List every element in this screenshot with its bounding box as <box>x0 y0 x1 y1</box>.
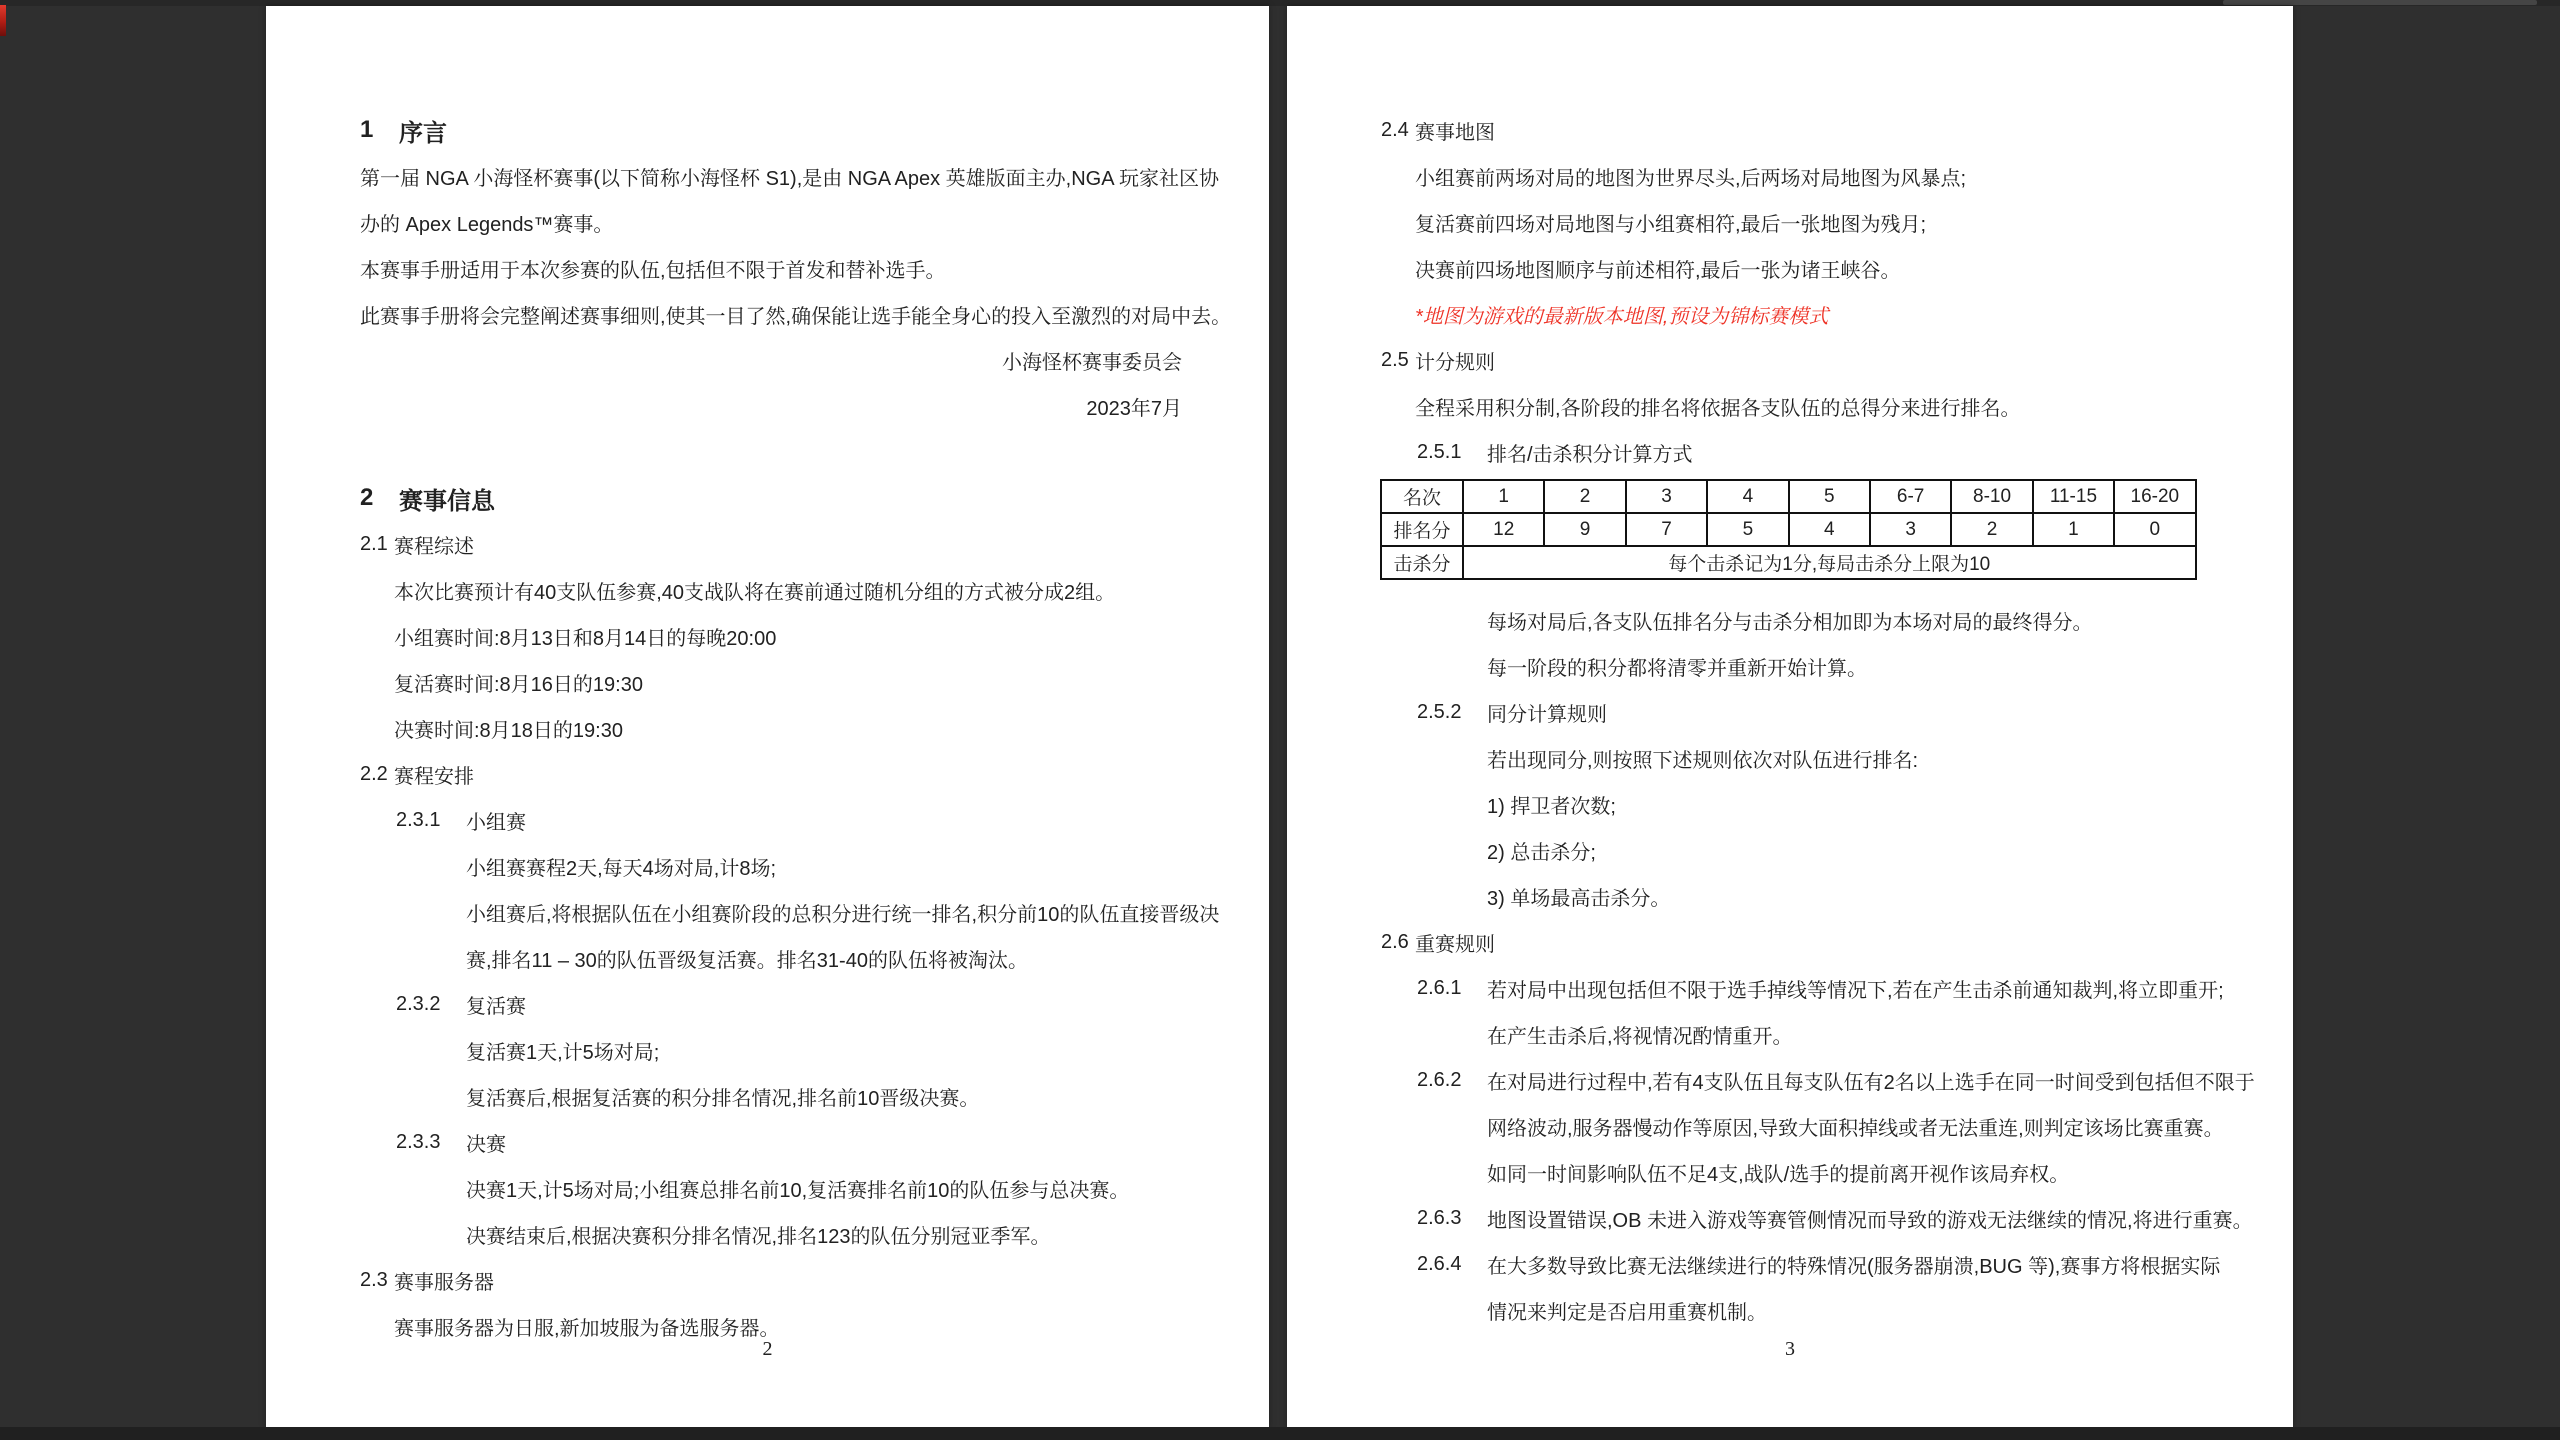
section-number: 2.5.2 <box>1417 700 1462 723</box>
heading-2-2 <box>266 751 1269 797</box>
text-line: 复活赛时间:8月16日的19:30 <box>394 673 643 696</box>
rule-2-6-1 <box>1287 965 2293 1011</box>
section-text: 赛程安排 <box>394 765 474 788</box>
text-line <box>266 429 1269 475</box>
section-number: 2.5.1 <box>1417 440 1462 463</box>
signature-date: 2023年7月 <box>1086 397 1182 420</box>
section-text: 同分计算规则 <box>1487 703 1607 726</box>
section-text: 重赛规则 <box>1415 933 1495 956</box>
section-number: 2.3 <box>360 1268 388 1291</box>
text-line: 赛,排名11 – 30的队伍晋级复活赛。排名31-40的队伍将被淘汰。 <box>466 949 1028 972</box>
section-number: 2.4 <box>1381 118 1409 141</box>
table-row <box>1381 546 2196 579</box>
text-line: 网络波动,服务器慢动作等原因,导致大面积掉线或者无法重连,则判定该场比赛重赛。 <box>1487 1117 2224 1140</box>
text-line: 情况来判定是否启用重赛机制。 <box>1487 1301 1767 1324</box>
heading-2-3-3 <box>266 1119 1269 1165</box>
page-3-content <box>1287 6 2293 1333</box>
rule-2-6-2 <box>1287 1057 2293 1103</box>
text-line: 每场对局后,各支队伍排名分与击杀分相加即为本场对局的最终得分。 <box>1487 611 2093 634</box>
rule-2-6-3 <box>1287 1195 2293 1241</box>
page-number: 2 <box>762 1338 773 1360</box>
page-2-content <box>266 6 1269 1349</box>
section-text: 决赛 <box>466 1133 506 1156</box>
section-text: 若对局中出现包括但不限于选手掉线等情况下,若在产生击杀前通知裁判,将立即重开; <box>1487 979 2224 1002</box>
section-number: 2.6 <box>1381 930 1409 953</box>
table-cell: 9 <box>1544 513 1625 546</box>
table-cell: 5 <box>1789 480 1870 513</box>
section-number: 2.3.1 <box>396 808 441 831</box>
text-line: 办的 Apex Legends™赛事。 <box>360 213 614 236</box>
section-number: 2.6.3 <box>1417 1206 1462 1229</box>
section-number: 2.6.2 <box>1417 1068 1462 1091</box>
section-text: 小组赛 <box>466 811 526 834</box>
map-version-note: *地图为游戏的最新版本地图,预设为锦标赛模式 <box>1415 305 1829 328</box>
heading-1-preface <box>266 107 1269 153</box>
text-line: 第一届 NGA 小海怪杯赛事(以下简称小海怪杯 S1),是由 NGA Apex 英雄版面主办,NGA 玩家社区协 <box>360 167 1219 190</box>
section-number: 2.6.4 <box>1417 1252 1462 1275</box>
heading-2-3-1 <box>266 797 1269 843</box>
text-line: 复活赛1天,计5场对局; <box>466 1041 660 1064</box>
table-cell: 3 <box>1626 480 1707 513</box>
document-page-2[interactable] <box>266 6 1269 1427</box>
table-cell: 5 <box>1707 513 1788 546</box>
heading-2-5-1 <box>1287 429 2293 475</box>
text-line: 决赛结束后,根据决赛积分排名情况,排名123的队伍分别冠亚季军。 <box>466 1225 1051 1248</box>
section-text: 赛事地图 <box>1415 121 1495 144</box>
section-number: 2.3.3 <box>396 1130 441 1153</box>
text-line: 此赛事手册将会完整阐述赛事细则,使其一目了然,确保能让选手能全身心的投入至激烈的对局中去。 <box>360 305 1232 328</box>
text-line: 小组赛赛程2天,每天4场对局,计8场; <box>466 857 777 880</box>
text-line: 小组赛后,将根据队伍在小组赛阶段的总积分进行统一排名,积分前10的队伍直接晋级决 <box>466 903 1220 926</box>
text-line: 全程采用积分制,各阶段的排名将依据各支队伍的总得分来进行排名。 <box>1415 397 2021 420</box>
table-cell: 8-10 <box>1951 480 2032 513</box>
heading-2-3-servers <box>266 1257 1269 1303</box>
table-cell: 3 <box>1870 513 1951 546</box>
text-line: 复活赛前四场对局地图与小组赛相符,最后一张地图为残月; <box>1415 213 1927 236</box>
table-cell: 4 <box>1789 513 1870 546</box>
table-cell: 4 <box>1707 480 1788 513</box>
text-line: 复活赛后,根据复活赛的积分排名情况,排名前10晋级决赛。 <box>466 1087 980 1110</box>
heading-2-1 <box>266 521 1269 567</box>
heading-2-3-2 <box>266 981 1269 1027</box>
text-line: 决赛时间:8月18日的19:30 <box>394 719 623 742</box>
scoring-table <box>1287 475 2293 597</box>
text-line: 小组赛前两场对局的地图为世界尽头,后两场对局地图为风暴点; <box>1415 167 1967 190</box>
row-header-cell: 击杀分 <box>1381 546 1463 579</box>
heading-2-4 <box>1287 107 2293 153</box>
section-text: 在大多数导致比赛无法继续进行的特殊情况(服务器崩溃,BUG 等),赛事方将根据实际 <box>1487 1255 2221 1278</box>
text-line: 每一阶段的积分都将清零并重新开始计算。 <box>1487 657 1867 680</box>
table-cell: 0 <box>2114 513 2195 546</box>
heading-2-5 <box>1287 337 2293 383</box>
table-cell: 2 <box>1951 513 2032 546</box>
section-number: 2.5 <box>1381 348 1409 371</box>
section-text: 排名/击杀积分计算方式 <box>1487 443 1693 466</box>
section-text: 地图设置错误,OB 未进入游戏等赛管侧情况而导致的游戏无法继续的情况,将进行重赛。 <box>1487 1209 2253 1232</box>
text-line: 小组赛时间:8月13日和8月14日的每晚20:00 <box>394 627 777 650</box>
red-bookmark-marker <box>0 5 6 36</box>
text-line: 决赛1天,计5场对局;小组赛总排名前10,复活赛排名前10的队伍参与总决赛。 <box>466 1179 1130 1202</box>
section-number: 2.2 <box>360 762 388 785</box>
section-text: 在对局进行过程中,若有4支队伍且每支队伍有2名以上选手在同一时间受到包括但不限于 <box>1487 1071 2255 1094</box>
section-number: 2.3.2 <box>396 992 441 1015</box>
document-page-3[interactable] <box>1287 6 2293 1427</box>
text-line: 在产生击杀后,将视情况酌情重开。 <box>1487 1025 1793 1048</box>
section-text: 赛程综述 <box>394 535 474 558</box>
table-cell: 1 <box>1463 480 1544 513</box>
section-text: 赛事服务器 <box>394 1271 494 1294</box>
table-cell: 2 <box>1544 480 1625 513</box>
table-cell: 7 <box>1626 513 1707 546</box>
table-cell: 6-7 <box>1870 480 1951 513</box>
text-line: 赛事服务器为日服,新加坡服为备选服务器。 <box>394 1317 780 1340</box>
section-number: 2.6.1 <box>1417 976 1462 999</box>
row-header-cell: 排名分 <box>1381 513 1463 546</box>
heading-2-5-2 <box>1287 689 2293 735</box>
heading-2-6 <box>1287 919 2293 965</box>
text-line: 本次比赛预计有40支队伍参赛,40支战队将在赛前通过随机分组的方式被分成2组。 <box>394 581 1116 604</box>
section-text: 赛事信息 <box>399 487 495 515</box>
text-line: 若出现同分,则按照下述规则依次对队伍进行排名: <box>1487 749 1919 772</box>
text-line: 决赛前四场地图顺序与前述相符,最后一张为诸王峡谷。 <box>1415 259 1901 282</box>
section-number: 1 <box>360 116 374 143</box>
table-row <box>1381 513 2196 546</box>
text-line: 3) 单场最高击杀分。 <box>1487 887 1671 910</box>
row-header-cell: 名次 <box>1381 480 1463 513</box>
heading-2-event-info <box>266 475 1269 521</box>
table-cell: 12 <box>1463 513 1544 546</box>
table-row <box>1381 480 2196 513</box>
rule-2-6-4 <box>1287 1241 2293 1287</box>
page-number: 3 <box>1785 1338 1795 1360</box>
scoring-table <box>1380 479 2197 580</box>
table-cell: 1 <box>2033 513 2114 546</box>
section-text: 复活赛 <box>466 995 526 1018</box>
text-line: 2) 总击杀分; <box>1487 841 1596 864</box>
section-number: 2 <box>360 484 374 511</box>
section-number: 2.1 <box>360 532 388 555</box>
horizontal-scrollbar-thumb[interactable] <box>2223 0 2537 5</box>
table-cell: 每个击杀记为1分,每局击杀分上限为10 <box>1463 546 2196 579</box>
table-cell: 16-20 <box>2114 480 2195 513</box>
text-line: 如同一时间影响队伍不足4支,战队/选手的提前离开视作该局弃权。 <box>1487 1163 2070 1186</box>
section-text: 序言 <box>399 119 447 147</box>
table-cell: 11-15 <box>2033 480 2114 513</box>
text-line: 1) 捍卫者次数; <box>1487 795 1616 818</box>
committee-signature: 小海怪杯赛事委员会 <box>1002 351 1182 374</box>
text-line: 本赛事手册适用于本次参赛的队伍,包括但不限于首发和替补选手。 <box>360 259 946 282</box>
viewer-bottom-bar <box>0 1427 2560 1440</box>
section-text: 计分规则 <box>1415 351 1495 374</box>
